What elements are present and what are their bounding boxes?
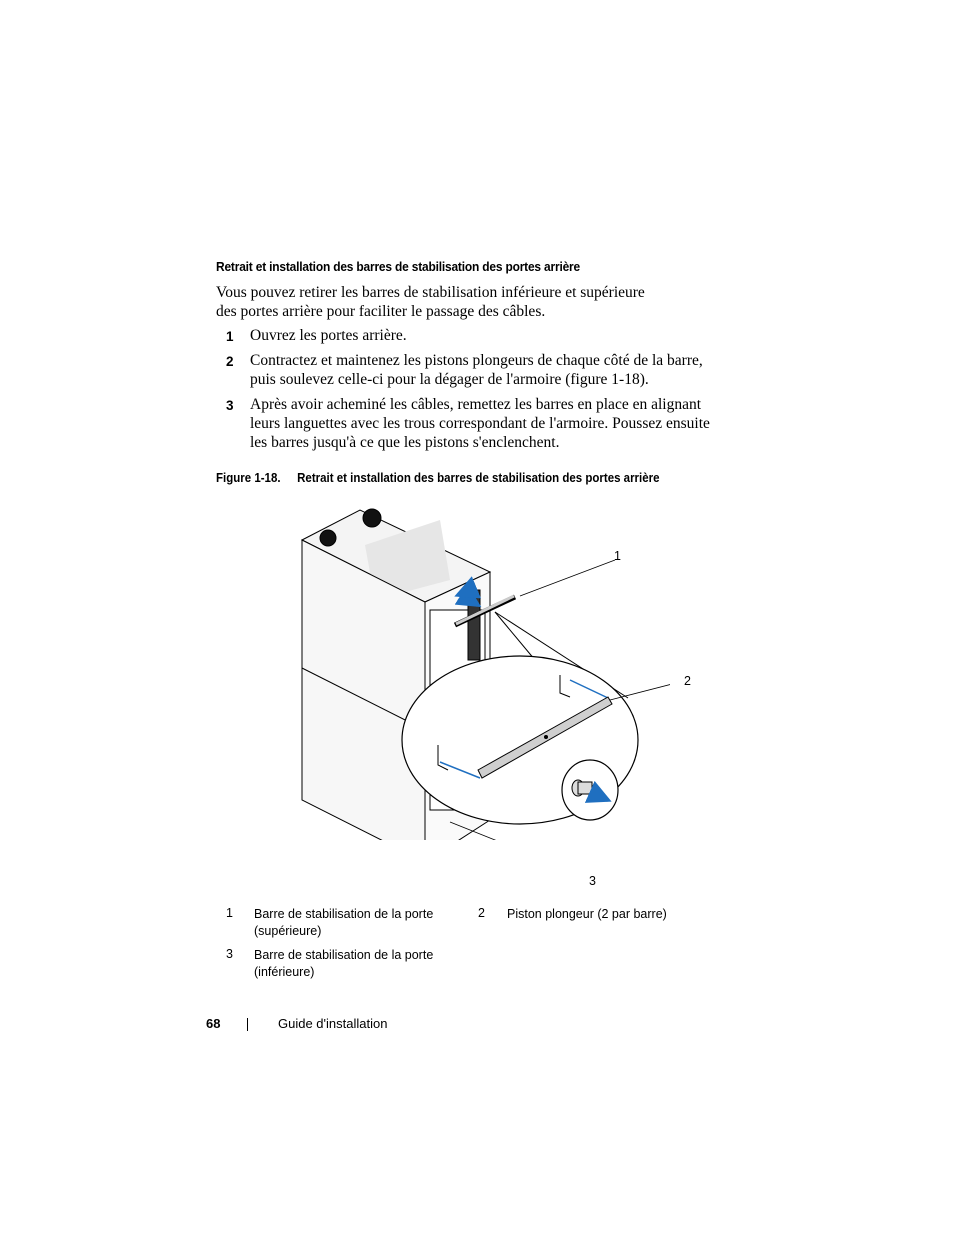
legend-text-line: Barre de stabilisation de la porte: [254, 948, 434, 962]
callout-2: 2: [684, 674, 691, 688]
figure-label: Figure 1-18.: [216, 471, 281, 485]
step-text-line: puis soulevez celle-ci pour la dégager de l'armoire (figure 1-18).: [250, 371, 649, 388]
step-text-line: Après avoir acheminé les câbles, remettez les barres en place en alignant: [250, 396, 702, 413]
step-text-line: Contractez et maintenez les pistons plongeurs de chaque côté de la barre,: [250, 352, 703, 369]
legend-text: [507, 906, 667, 923]
callout-1: 1: [614, 549, 621, 563]
legend-number: 3: [226, 947, 233, 961]
legend-number: 2: [478, 906, 485, 920]
step-number: 3: [226, 398, 234, 413]
page-number: 68: [206, 1016, 221, 1031]
intro-line-1: Vous pouvez retirer les barres de stabilisation inférieure et supérieure: [216, 284, 645, 301]
legend-text: [254, 947, 433, 981]
plunger-icon: [572, 780, 592, 796]
legend-text-line: (inférieure): [254, 965, 315, 979]
legend-text-line: Barre de stabilisation de la porte: [254, 907, 434, 921]
figure-caption: [216, 471, 659, 485]
footer-doc-title: Guide d'installation: [278, 1016, 388, 1031]
callout-3: 3: [589, 874, 596, 888]
legend-number: 1: [226, 906, 233, 920]
step-text-line: Ouvrez les portes arrière.: [250, 327, 407, 344]
step-text-line: les barres jusqu'à ce que les pistons s'enclenchent.: [250, 434, 560, 451]
step-number: 2: [226, 354, 234, 369]
figure-title: Retrait et installation des barres de stabilisation des portes arrière: [297, 471, 660, 485]
legend-text-line: Piston plongeur (2 par barre): [507, 907, 667, 921]
step-number: 1: [226, 329, 234, 344]
intro-paragraph: [216, 284, 686, 321]
section-title: Retrait et installation des barres de stabilisation des portes arrière: [216, 259, 580, 274]
legend-text-line: (supérieure): [254, 924, 322, 938]
legend-text: [254, 906, 433, 940]
step-text-line: leurs languettes avec les trous correspondant de l'armoire. Poussez ensuite: [250, 415, 710, 432]
rack-door-stabilizer-illustration: [290, 500, 670, 840]
footer-separator: [247, 1018, 248, 1031]
intro-line-2: des portes arrière pour faciliter le passage des câbles.: [216, 302, 546, 320]
